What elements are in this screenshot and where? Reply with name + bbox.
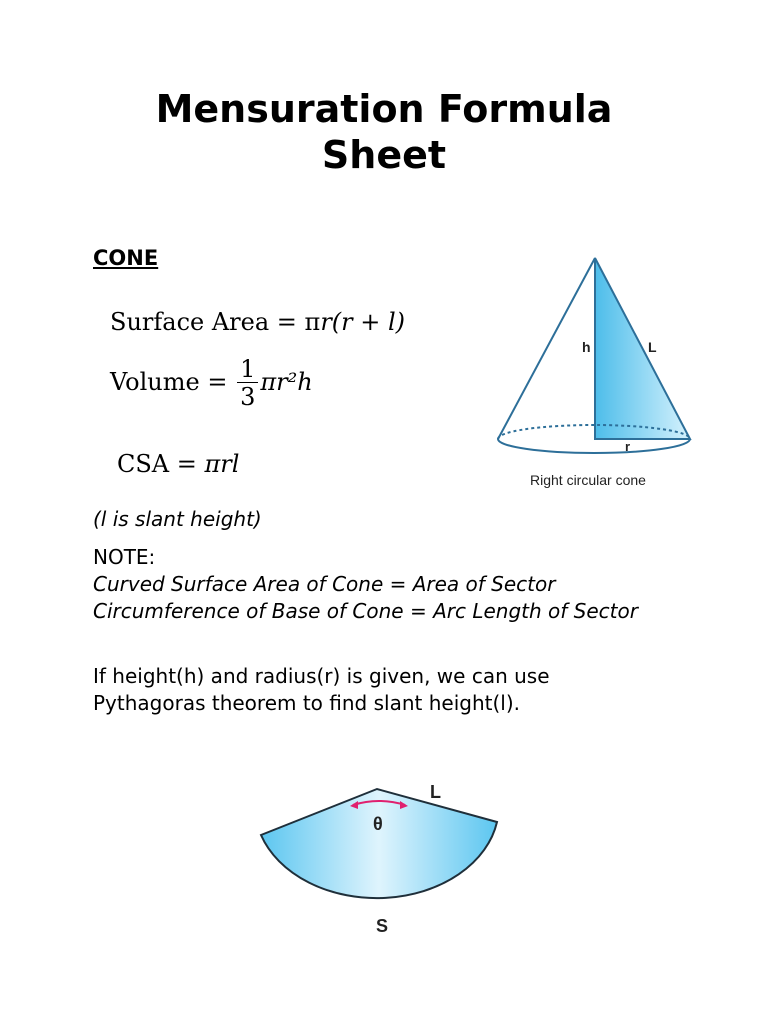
cone-label-h: h [582, 339, 591, 355]
note-line-1: Curved Surface Area of Cone = Area of Sector [93, 572, 556, 596]
slant-height-note: (l is slant height) [93, 507, 262, 531]
cone-caption: Right circular cone [530, 472, 646, 488]
cone-left-edge [498, 258, 595, 439]
title-line-2: Sheet [321, 133, 447, 177]
cone-label-L: L [648, 339, 657, 355]
sector-shape [261, 789, 497, 898]
csa-rhs: = πrl [176, 450, 240, 478]
sector-label-S: S [376, 916, 389, 936]
title-line-1: Mensuration Formula [155, 87, 613, 131]
surface-area-formula [110, 308, 405, 336]
page-title [0, 86, 768, 178]
volume-formula: Volume = $\frac{1}{3}$ πr²h [110, 355, 313, 411]
pythagoras-note: If height(h) and radius(r) is given, we can use Pythagoras theorem to find slant height(l). [93, 664, 550, 715]
note-label: NOTE: [93, 545, 156, 569]
fraction-denominator: 3 [240, 383, 256, 411]
cone-triangle-fill [595, 258, 690, 439]
csa-label: CSA [117, 450, 170, 478]
sector-label-L: L [430, 782, 441, 802]
cone-label-r: r [625, 439, 631, 454]
sector-diagram [250, 775, 520, 945]
section-heading-cone: CONE [93, 246, 159, 270]
csa-formula [117, 450, 239, 478]
volume-tail: πr²h [260, 368, 313, 396]
note-line-2: Circumference of Base of Cone = Arc Length of Sector [93, 599, 638, 623]
surface-area-label: Surface Area [110, 308, 270, 336]
sector-label-theta: θ [373, 814, 383, 834]
surface-area-rhs: = πr(r + l) [276, 308, 406, 336]
volume-label: Volume [110, 368, 200, 396]
cone-base-front [498, 439, 690, 453]
fraction-numerator: 1 [237, 356, 258, 383]
volume-fraction [237, 356, 258, 411]
cone-diagram [490, 248, 700, 498]
